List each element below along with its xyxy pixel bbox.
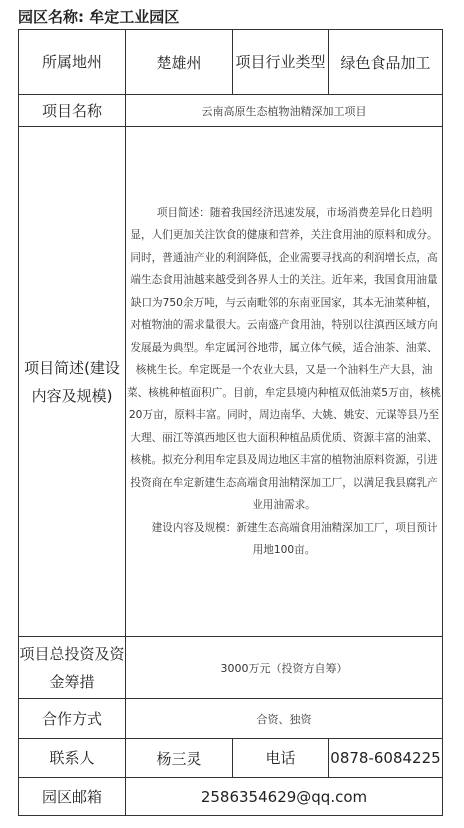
industry-value: 绿色食品加工 [329, 30, 443, 95]
investment-row [19, 637, 443, 699]
cooperation-row [19, 699, 443, 739]
region-value: 楚雄州 [126, 30, 233, 95]
project-name-label: 项目名称 [19, 95, 126, 127]
investment-value: 3000万元（投资方自筹） [126, 637, 443, 699]
summary-paragraph: 项目简述：随着我国经济迅速发展，市场消费差异化日趋明显，人们更加关注饮食的健康和营养，关注食用油的原料和成分。同时，普通油产业的利润降低，企业需要寻找高的利润增长点，高端生态食用油越来越受到各界人士的关注。近年来，我国食用油量缺口为750余万吨，与云南毗邻的东南亚国家，其本无油菜种植，对植物油的需求量很大。云南盛产食用油，特别以往滇西区域方向发展最为典型。牟定属河谷地带，属立体气候，适合油茶、油菜、核桃生长。牟定既是一个农业大县，又是一个油料生产大县，油菜、核桃种植面积广。目前，牟定县境内种植双低油菜5万亩，核桃20万亩，原料丰富。同时，周边南华、大姚、姚安、元谋等县乃至大理、丽江等滇西地区也大面积种植品质优质、资源丰富的油菜、核桃。拟充分利用牟定县及周边地区丰富的植物油原料资源，引进投资商在牟定新建生态高端食用油精深加工厂，以满足我县腐乳产业用油需求。 [127, 206, 441, 511]
phone-label: 电话 [233, 739, 329, 778]
contact-value: 杨三灵 [126, 739, 233, 778]
project-name-value: 云南高原生态植物油精深加工项目 [126, 95, 443, 127]
email-label: 园区邮箱 [19, 778, 126, 816]
project-info-table [18, 29, 443, 816]
email-value[interactable]: 2586354629@qq.com [126, 778, 443, 816]
cooperation-value: 合资、独资 [126, 699, 443, 739]
region-label: 所属地州 [19, 30, 126, 95]
industry-label: 项目行业类型 [233, 30, 329, 95]
summary-content [126, 127, 443, 637]
contact-label: 联系人 [19, 739, 126, 778]
investment-label: 项目总投资及资金筹措 [19, 637, 126, 699]
contact-row [19, 739, 443, 778]
phone-value: 0878-6084225 [329, 739, 443, 778]
region-industry-row [19, 30, 443, 95]
summary-label: 项目简述(建设内容及规模) [19, 127, 126, 637]
summary-row [19, 127, 443, 637]
project-name-row [19, 95, 443, 127]
cooperation-label: 合作方式 [19, 699, 126, 739]
construction-paragraph: 建设内容及规模：新建生态高端食用油精深加工厂，项目预计用地100亩。 [151, 521, 438, 556]
park-name-title: 园区名称: 牟定工业园区 [18, 8, 180, 26]
email-row [19, 778, 443, 816]
